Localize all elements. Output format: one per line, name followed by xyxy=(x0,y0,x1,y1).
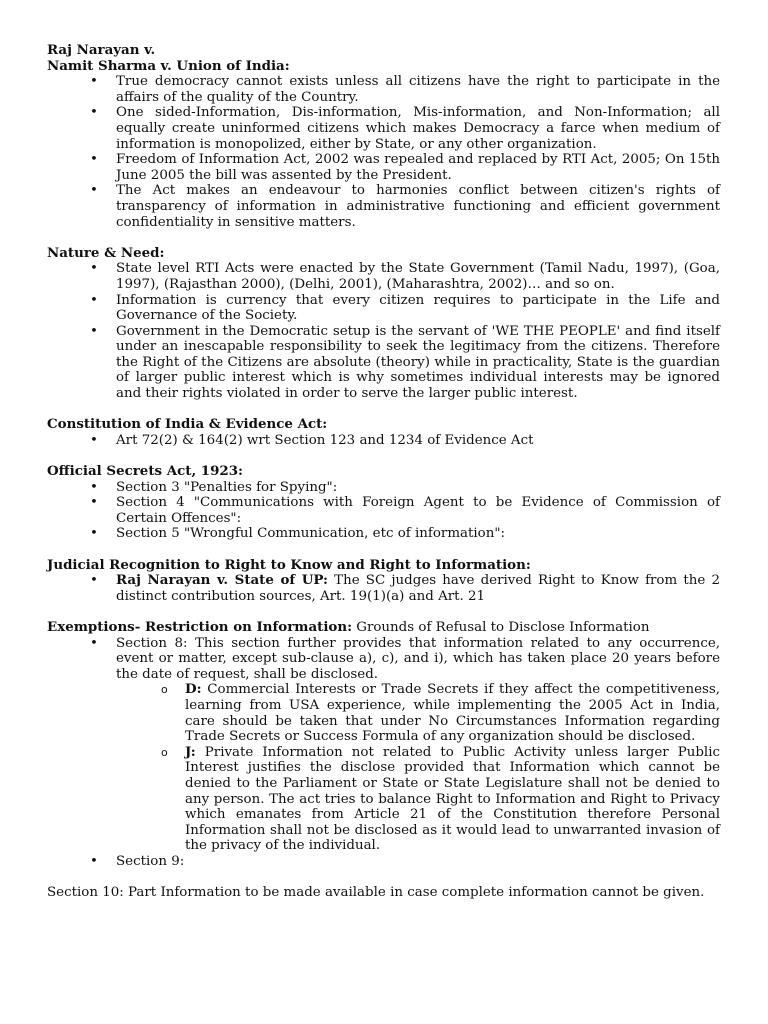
list-item: • Section 9: xyxy=(47,854,720,870)
heading-exemptions xyxy=(47,620,720,636)
sub-list-item xyxy=(115,745,720,854)
case-name: Raj Narayan v. State of UP: xyxy=(116,572,328,589)
list-item xyxy=(47,573,720,604)
heading-namit-sharma: Namit Sharma v. Union of India: xyxy=(47,57,290,74)
case-text: The SC judges have derived Right to Know from the 2 distinct contribution sources, Art. 19(1)(a) and Art. 21 xyxy=(116,573,720,604)
bullet-list xyxy=(47,636,720,870)
clause-label: D: xyxy=(185,681,202,698)
list-item: • True democracy cannot exists unless all citizens have the right to participate in the affairs of the quality of the Country. xyxy=(47,74,720,105)
list-item: • Section 5 "Wrongful Communication, etc of information": xyxy=(47,526,720,542)
list-item: • Information is currency that every citizen requires to participate in the Life and Governance of the Society. xyxy=(47,293,720,324)
list-item: • The Act makes an endeavour to harmonies conflict between citizen's rights of transparency of information in administrative functioning and efficient government confidentiality in sensitive matters. xyxy=(47,183,720,230)
clause-text: Commercial Interests or Trade Secrets if they affect the competitiveness, learning from USA experience, while implementing the 2005 Act in India, care should be taken that under No Circumstances Information regarding Trade Secrets or Success Formula of any organization should be disclosed. xyxy=(185,682,720,745)
sub-list-item xyxy=(115,682,720,744)
section-nature-need xyxy=(47,246,720,402)
heading-raj-narayan: Raj Narayan v. xyxy=(47,42,156,58)
heading-constitution: Constitution of India & Evidence Act: xyxy=(47,416,328,433)
list-item: • One sided-Information, Dis-information, Mis-information, and Non-Information; all equally create uninformed citizens which makes Democracy a farce when medium of information is monopolized, either by State, or any other organization. xyxy=(47,105,720,152)
clause-label: J: xyxy=(185,743,196,760)
heading-judicial-recognition: Judicial Recognition to Right to Know and Right to Information: xyxy=(47,556,531,573)
bullet-list xyxy=(47,74,720,230)
list-item: • Art 72(2) & 164(2) wrt Section 123 and 1234 of Evidence Act xyxy=(47,433,720,449)
list-item xyxy=(47,636,720,854)
section-constitution xyxy=(47,417,720,448)
section-8-text: Section 8: This section further provides that information related to any occurrence, event or matter, except sub-clause a), c), and i), which has taken place 20 years before the date of request, shall be disclosed. xyxy=(116,635,720,682)
document-page xyxy=(47,43,720,901)
section-judicial-recognition xyxy=(47,558,720,605)
section-official-secrets xyxy=(47,464,720,542)
list-item: • Freedom of Information Act, 2002 was repealed and replaced by RTI Act, 2005; On 15th June 2005 the bill was assented by the President. xyxy=(47,152,720,183)
section-exemptions xyxy=(47,620,720,870)
list-item: • Section 3 "Penalties for Spying": xyxy=(47,480,720,496)
bullet-list xyxy=(47,433,720,449)
clause-text: Private Information not related to Public Activity unless larger Public Interest justifies the disclose provided that Information which cannot be denied to the Parliament or State or State Legislature shall not be denied to any person. The act tries to balance Right to Information and Right to Privacy which emanates from Article 21 of the Constitution therefore Personal Information shall not be disclosed as it would lead to unwarranted invasion of the privacy of the individual. xyxy=(185,744,720,854)
section-10-paragraph: Section 10: Part Information to be made available in case complete information cannot be given. xyxy=(47,885,705,901)
sub-list xyxy=(116,682,720,854)
bullet-list xyxy=(47,261,720,401)
section-namit-sharma xyxy=(47,43,720,230)
bullet-list xyxy=(47,480,720,542)
list-item: • State level RTI Acts were enacted by the State Government (Tamil Nadu, 1997), (Goa, 1997), (Rajasthan 2000), (Delhi, 2001), (Maharashtra, 2002)… and so on. xyxy=(47,261,720,292)
list-item: • Government in the Democratic setup is the servant of 'WE THE PEOPLE' and find itself under an inescapable responsibility to seek the legitimacy from the citizens. Therefore the Right of the Citizens are absolute (theory) while in practicality, State is the guardian of larger public interest which is why sometimes individual interests may be ignored and their rights violated in order to serve the larger public interest. xyxy=(47,324,720,402)
heading-exemptions-rest: Grounds of Refusal to Disclose Information xyxy=(352,619,650,635)
heading-exemptions-bold: Exemptions- Restriction on Information: xyxy=(47,618,353,635)
bullet-list xyxy=(47,573,720,604)
heading-nature-need: Nature & Need: xyxy=(47,244,165,261)
list-item: • Section 4 "Communications with Foreign Agent to be Evidence of Commission of Certain Offences": xyxy=(47,495,720,526)
heading-official-secrets: Official Secrets Act, 1923: xyxy=(47,463,243,480)
